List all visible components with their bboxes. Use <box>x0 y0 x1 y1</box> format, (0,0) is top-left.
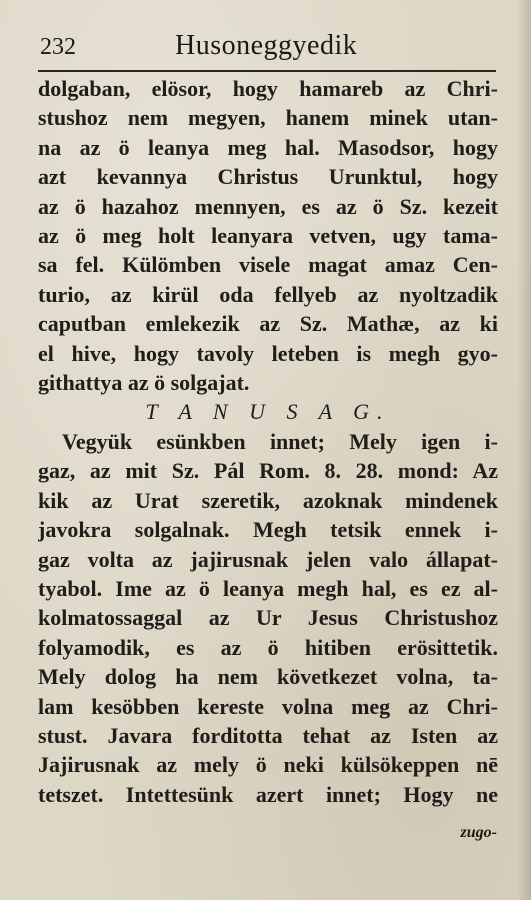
page-number: 232 <box>40 34 76 60</box>
page-edge-shadow <box>517 0 531 900</box>
text-line: sa fel. Külömben visele magat amaz Cen- <box>38 252 498 278</box>
text-line: lam kesöbben kereste volna meg az Chri- <box>38 693 498 719</box>
body-text <box>38 74 498 809</box>
text-line: Jajirusnak az mely ö neki külsökeppen nē <box>38 752 498 778</box>
text-line: gaz, az mit Sz. Pál Rom. 8. 28. mond: Az <box>38 458 498 484</box>
text-line: az ö meg holt leanyara vetven, ugy tama- <box>38 223 498 249</box>
text-line: stushoz nem megyen, hanem minek utan- <box>38 105 498 131</box>
text-line: kolmatossaggal az Ur Jesus Christushoz <box>38 605 498 631</box>
text-line: gaz volta az jajirusnak jelen valo állapat- <box>38 546 498 572</box>
catchword: zugo- <box>460 824 497 841</box>
text-line: stust. Javara forditotta tehat az Isten az <box>38 722 498 748</box>
text-line: azt kevannya Christus Urunktul, hogy <box>38 164 498 190</box>
running-title: Husoneggyedik <box>175 30 358 61</box>
text-line: tyabol. Ime az ö leanya megh hal, es ez al- <box>38 575 498 601</box>
text-line: folyamodik, es az ö hitiben erösittetik. <box>38 634 498 660</box>
text-line: az ö hazahoz mennyen, es az ö Sz. kezeit <box>38 193 498 219</box>
text-line: kik az Urat szeretik, azoknak mindenek <box>38 487 498 513</box>
text-line: Mely dolog ha nem következet volna, ta- <box>38 664 498 690</box>
text-line: Vegyük esünkben innet; Mely igen i- <box>62 428 498 454</box>
text-line: el hive, hogy tavoly leteben is megh gyo- <box>38 340 498 366</box>
text-line: javokra solgalnak. Megh tetsik ennek i- <box>38 517 498 543</box>
section-heading: T A N U S A G. <box>145 399 391 425</box>
header-rule <box>38 70 496 72</box>
text-line: turio, az kirül oda fellyeb az nyoltzadik <box>38 281 498 307</box>
text-line: na az ö leanya meg hal. Masodsor, hogy <box>38 134 498 160</box>
text-line: dolgaban, elösor, hogy hamareb az Chri- <box>38 76 498 101</box>
page-header <box>40 30 495 70</box>
text-line: tetszet. Intettesünk azert innet; Hogy ne <box>38 781 498 807</box>
text-line: githattya az ö solgajat. <box>38 370 250 396</box>
text-line: caputban emlekezik az Sz. Mathæ, az ki <box>38 311 498 337</box>
